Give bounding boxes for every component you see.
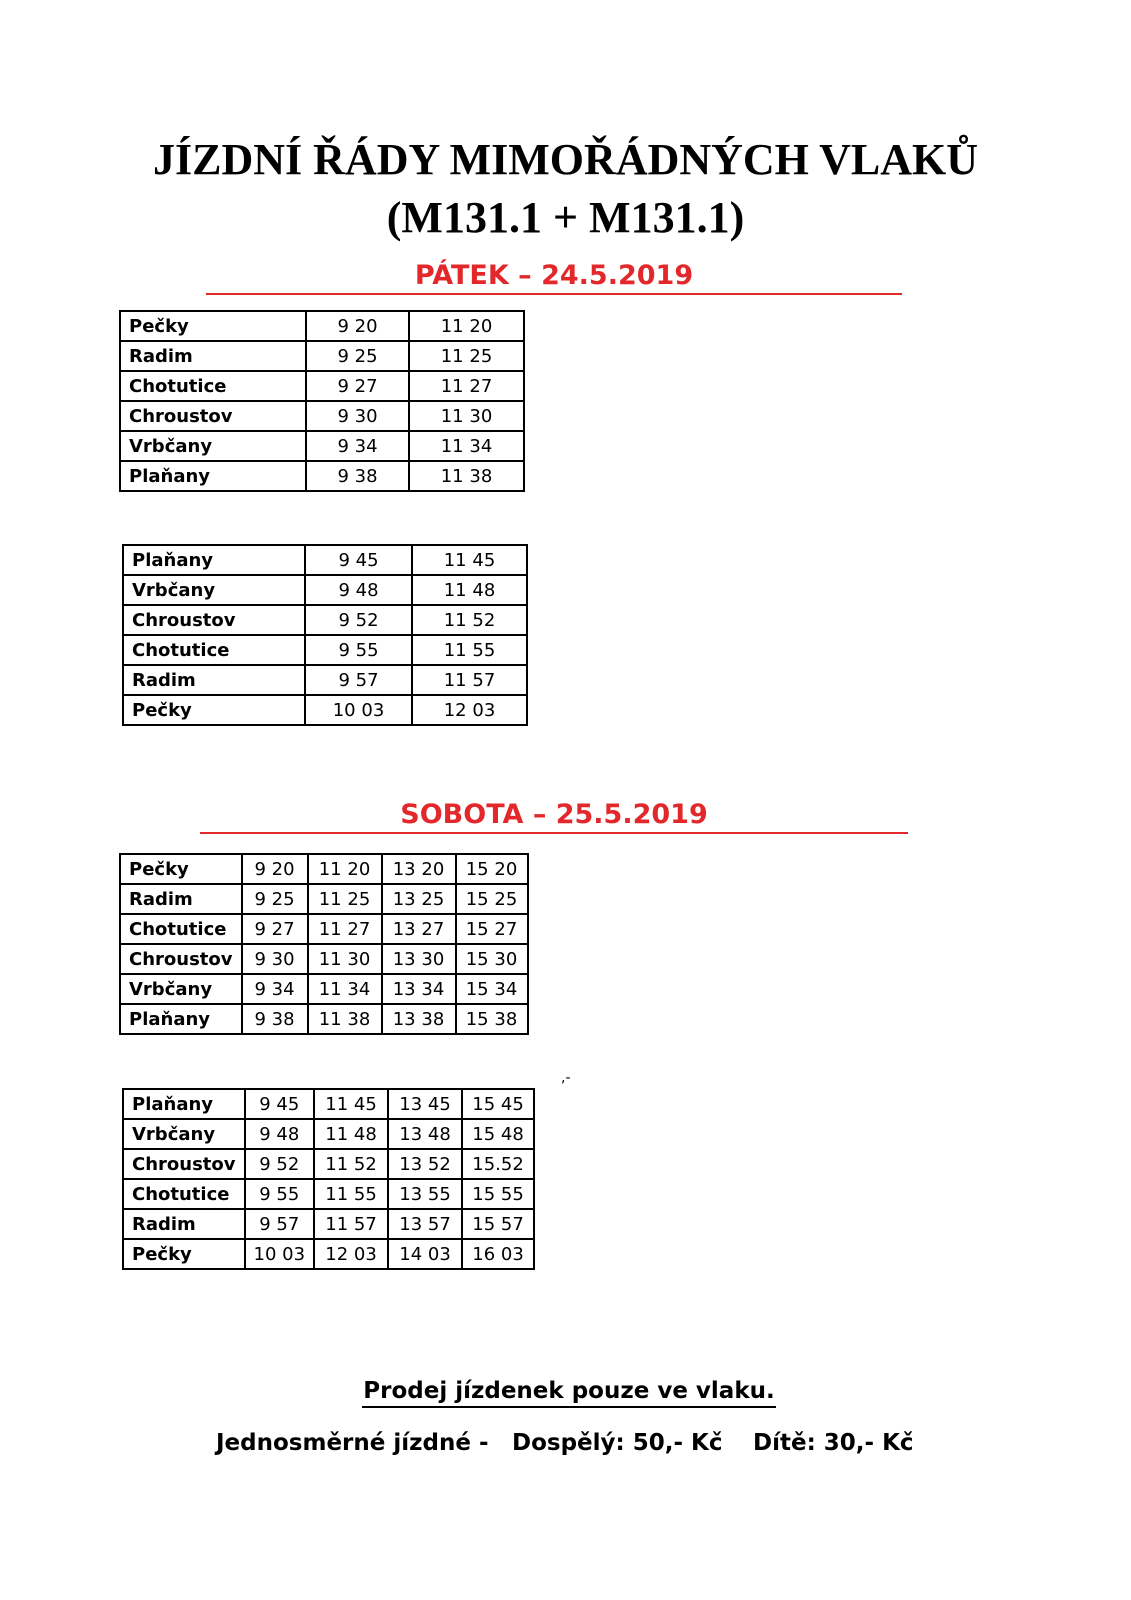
saturday-return-timetable <box>122 1088 535 1270</box>
departure-time: 9 38 <box>242 1004 308 1034</box>
timetable-row <box>120 884 528 914</box>
departure-time: 9 55 <box>245 1179 315 1209</box>
fare-label: Jednosměrné jízdné - <box>216 1430 489 1456</box>
timetable-row <box>123 575 527 605</box>
timetable-row <box>120 974 528 1004</box>
stop-name: Chotutice <box>120 371 306 401</box>
timetable-row <box>120 401 524 431</box>
stop-name: Chroustov <box>120 401 306 431</box>
stop-name: Radim <box>120 341 306 371</box>
stop-name: Vrbčany <box>123 1119 245 1149</box>
timetable-row <box>123 1209 534 1239</box>
departure-time: 11 25 <box>409 341 524 371</box>
departure-time: 11 55 <box>314 1179 388 1209</box>
stop-name: Vrbčany <box>123 575 305 605</box>
stop-name: Plaňany <box>123 1089 245 1119</box>
timetable-row <box>120 914 528 944</box>
timetable-row <box>123 1149 534 1179</box>
departure-time: 15.52 <box>462 1149 534 1179</box>
timetable-row <box>120 461 524 491</box>
departure-time: 9 38 <box>306 461 409 491</box>
stop-name: Chroustov <box>123 1149 245 1179</box>
timetable-row <box>123 1179 534 1209</box>
departure-time: 10 03 <box>305 695 412 725</box>
departure-time: 15 38 <box>456 1004 528 1034</box>
timetable-row <box>123 605 527 635</box>
departure-time: 11 20 <box>308 854 382 884</box>
departure-time: 11 57 <box>314 1209 388 1239</box>
child-fare: Dítě: 30,- Kč <box>753 1430 914 1456</box>
departure-time: 9 57 <box>245 1209 315 1239</box>
friday-outbound-timetable <box>119 310 525 492</box>
friday-return-timetable <box>122 544 528 726</box>
departure-time: 9 52 <box>305 605 412 635</box>
departure-time: 15 45 <box>462 1089 534 1119</box>
stop-name: Chotutice <box>120 914 242 944</box>
departure-time: 13 30 <box>382 944 456 974</box>
adult-fare: Dospělý: 50,- Kč <box>512 1430 723 1456</box>
departure-time: 13 55 <box>388 1179 462 1209</box>
departure-time: 15 25 <box>456 884 528 914</box>
timetable-row <box>120 311 524 341</box>
departure-time: 11 48 <box>314 1119 388 1149</box>
departure-time: 11 25 <box>308 884 382 914</box>
departure-time: 15 30 <box>456 944 528 974</box>
stop-name: Chotutice <box>123 635 305 665</box>
departure-time: 11 38 <box>308 1004 382 1034</box>
departure-time: 16 03 <box>462 1239 534 1269</box>
departure-time: 11 30 <box>308 944 382 974</box>
departure-time: 13 57 <box>388 1209 462 1239</box>
departure-time: 11 55 <box>412 635 527 665</box>
timetable-row <box>120 371 524 401</box>
stop-name: Vrbčany <box>120 974 242 1004</box>
departure-time: 11 45 <box>412 545 527 575</box>
departure-time: 13 48 <box>388 1119 462 1149</box>
departure-time: 9 45 <box>245 1089 315 1119</box>
timetable-row <box>123 1239 534 1269</box>
stop-name: Pečky <box>120 854 242 884</box>
departure-time: 11 48 <box>412 575 527 605</box>
departure-time: 9 25 <box>242 884 308 914</box>
stop-name: Plaňany <box>120 1004 242 1034</box>
stop-name: Radim <box>120 884 242 914</box>
departure-time: 15 20 <box>456 854 528 884</box>
timetable-row <box>120 944 528 974</box>
departure-time: 15 57 <box>462 1209 534 1239</box>
departure-time: 11 34 <box>308 974 382 1004</box>
saturday-outbound-timetable <box>119 853 529 1035</box>
departure-time: 9 52 <box>245 1149 315 1179</box>
timetable-row <box>123 695 527 725</box>
timetable-row <box>120 341 524 371</box>
stop-name: Chroustov <box>120 944 242 974</box>
departure-time: 9 30 <box>306 401 409 431</box>
departure-time: 13 27 <box>382 914 456 944</box>
ticket-sale-note: Prodej jízdenek pouze ve vlaku. <box>362 1376 776 1408</box>
timetable-row <box>123 1089 534 1119</box>
stop-name: Plaňany <box>120 461 306 491</box>
stop-name: Pečky <box>123 1239 245 1269</box>
stop-name: Chotutice <box>123 1179 245 1209</box>
timetable-row <box>123 635 527 665</box>
departure-time: 12 03 <box>314 1239 388 1269</box>
page-title: JÍZDNÍ ŘÁDY MIMOŘÁDNÝCH VLAKŮ <box>153 135 978 184</box>
departure-time: 15 55 <box>462 1179 534 1209</box>
departure-time: 11 45 <box>314 1089 388 1119</box>
stop-name: Pečky <box>123 695 305 725</box>
departure-time: 13 25 <box>382 884 456 914</box>
timetable-row <box>123 1119 534 1149</box>
departure-time: 11 20 <box>409 311 524 341</box>
departure-time: 11 52 <box>412 605 527 635</box>
timetable-row <box>123 545 527 575</box>
departure-time: 9 48 <box>305 575 412 605</box>
departure-time: 15 48 <box>462 1119 534 1149</box>
departure-time: 9 57 <box>305 665 412 695</box>
departure-time: 9 25 <box>306 341 409 371</box>
stray-mark: ,- <box>561 1070 571 1086</box>
saturday-heading: SOBOTA – 25.5.2019 <box>200 798 908 834</box>
timetable-row <box>120 431 524 461</box>
departure-time: 11 27 <box>308 914 382 944</box>
departure-time: 9 20 <box>242 854 308 884</box>
stop-name: Radim <box>123 665 305 695</box>
stop-name: Plaňany <box>123 545 305 575</box>
departure-time: 11 38 <box>409 461 524 491</box>
stop-name: Vrbčany <box>120 431 306 461</box>
timetable-row <box>123 665 527 695</box>
departure-time: 13 34 <box>382 974 456 1004</box>
departure-time: 11 34 <box>409 431 524 461</box>
departure-time: 9 34 <box>242 974 308 1004</box>
departure-time: 13 52 <box>388 1149 462 1179</box>
stop-name: Pečky <box>120 311 306 341</box>
departure-time: 11 27 <box>409 371 524 401</box>
departure-time: 13 38 <box>382 1004 456 1034</box>
departure-time: 11 52 <box>314 1149 388 1179</box>
stop-name: Radim <box>123 1209 245 1239</box>
departure-time: 14 03 <box>388 1239 462 1269</box>
timetable-row <box>120 854 528 884</box>
page-subtitle: (M131.1 + M131.1) <box>386 193 745 242</box>
departure-time: 9 45 <box>305 545 412 575</box>
departure-time: 9 55 <box>305 635 412 665</box>
departure-time: 10 03 <box>245 1239 315 1269</box>
departure-time: 15 34 <box>456 974 528 1004</box>
timetable-row <box>120 1004 528 1034</box>
departure-time: 9 27 <box>242 914 308 944</box>
departure-time: 13 20 <box>382 854 456 884</box>
departure-time: 15 27 <box>456 914 528 944</box>
departure-time: 9 34 <box>306 431 409 461</box>
departure-time: 9 30 <box>242 944 308 974</box>
friday-heading: PÁTEK – 24.5.2019 <box>206 259 902 295</box>
departure-time: 11 57 <box>412 665 527 695</box>
departure-time: 13 45 <box>388 1089 462 1119</box>
departure-time: 9 27 <box>306 371 409 401</box>
departure-time: 11 30 <box>409 401 524 431</box>
departure-time: 9 20 <box>306 311 409 341</box>
departure-time: 12 03 <box>412 695 527 725</box>
stop-name: Chroustov <box>123 605 305 635</box>
departure-time: 9 48 <box>245 1119 315 1149</box>
